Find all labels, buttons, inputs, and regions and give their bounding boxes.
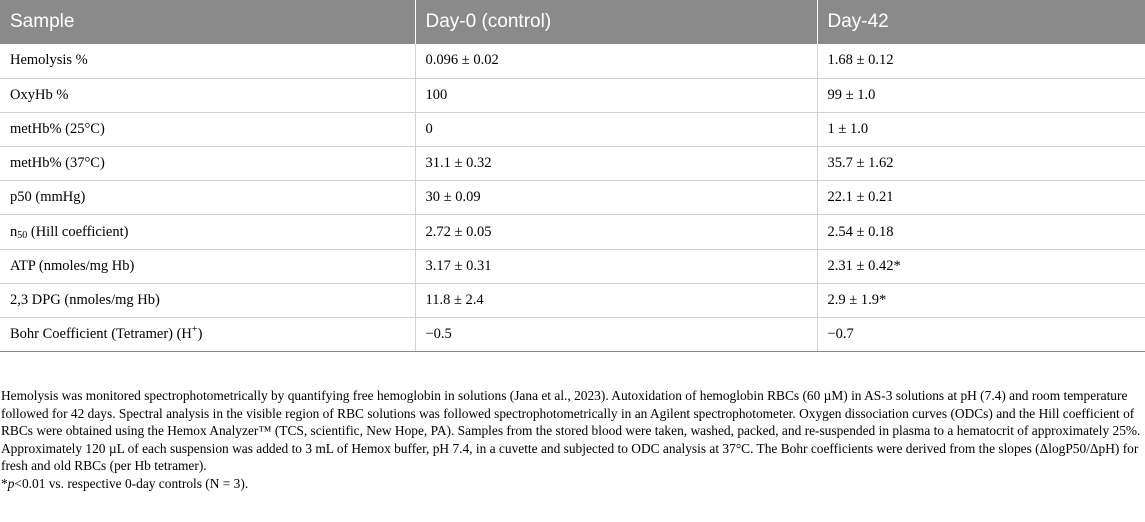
day0-value: 100	[415, 78, 817, 112]
row-label-main: Bohr Coefficient (Tetramer) (H	[10, 326, 192, 343]
row-label: Hemolysis %	[0, 44, 415, 78]
day0-value: 31.1 ± 0.32	[415, 147, 817, 181]
table-header	[0, 0, 1145, 44]
header-day0: Day-0 (control)	[415, 0, 817, 44]
day42-value: 22.1 ± 0.21	[817, 181, 1145, 215]
day0-value: 11.8 ± 2.4	[415, 283, 817, 317]
row-label: metHb% (25°C)	[0, 112, 415, 146]
table-row	[0, 112, 1145, 146]
footnote-sig-prefix: *	[1, 475, 8, 491]
table-row	[0, 181, 1145, 215]
footnote-significance	[1, 475, 1141, 493]
header-day42: Day-42	[817, 0, 1145, 44]
row-label: ATP (nmoles/mg Hb)	[0, 249, 415, 283]
table-row	[0, 318, 1145, 352]
table-body	[0, 44, 1145, 352]
footnote-sig-rest: <0.01 vs. respective 0-day controls (N = 3).	[14, 475, 249, 491]
row-label	[0, 215, 415, 249]
row-label-rest: (Hill coefficient)	[27, 223, 129, 240]
row-label-subscript: 50	[17, 229, 28, 241]
row-label: 2,3 DPG (nmoles/mg Hb)	[0, 283, 415, 317]
table-row	[0, 283, 1145, 317]
table-row	[0, 215, 1145, 249]
day0-value: 0	[415, 112, 817, 146]
day42-value: 1.68 ± 0.12	[817, 44, 1145, 78]
day0-value: 30 ± 0.09	[415, 181, 817, 215]
day0-value: 2.72 ± 0.05	[415, 215, 817, 249]
day0-value: −0.5	[415, 318, 817, 352]
table-row	[0, 78, 1145, 112]
day42-value: 2.31 ± 0.42*	[817, 249, 1145, 283]
day42-value: −0.7	[817, 318, 1145, 352]
table-row	[0, 249, 1145, 283]
table-row	[0, 44, 1145, 78]
row-label-superscript: +	[191, 324, 198, 336]
day0-value: 0.096 ± 0.02	[415, 44, 817, 78]
row-label: p50 (mmHg)	[0, 181, 415, 215]
footnote-sig-italic: p	[7, 475, 15, 491]
day42-value: 2.9 ± 1.9*	[817, 283, 1145, 317]
day42-value: 2.54 ± 0.18	[817, 215, 1145, 249]
row-label: metHb% (37°C)	[0, 147, 415, 181]
row-label: OxyHb %	[0, 78, 415, 112]
day0-value: 3.17 ± 0.31	[415, 249, 817, 283]
day42-value: 99 ± 1.0	[817, 78, 1145, 112]
table-row	[0, 147, 1145, 181]
header-sample: Sample	[0, 0, 415, 44]
row-label-rest: )	[197, 326, 203, 343]
footnote-methods: Hemolysis was monitored spectrophotometrically by quantifying free hemoglobin in solutions (Jana et al., 2023). Autoxidation of hemoglobin RBCs (60 µM) in AS-3 solutions at pH (7.4) and room temperature followed for 42 days. Spectral analysis in the visible region of RBC solutions was followed spectrophotometrically in an Agilent spectrophotometer. Oxygen dissociation curves (ODCs) and the Hill coefficient of RBCs were obtained using the Hemox Analyzer™ (TCS, scientific, New Hope, PA). Samples from the stored blood were taken, washed, packed, and re-suspended in plasma to a hematocrit of approximately 25%. Approximately 120 µL of each suspension was added to 3 mL of Hemox buffer, pH 7.4, in a cuvette and subjected to ODC analysis at 37°C. The Bohr coefficients were derived from the slopes (ΔlogP50/ΔpH) for fresh and old RBCs (per Hb tetramer).	[1, 388, 1141, 474]
day42-value: 35.7 ± 1.62	[817, 147, 1145, 181]
row-label	[0, 318, 415, 352]
table-footnote	[1, 387, 1141, 493]
day42-value: 1 ± 1.0	[817, 112, 1145, 146]
row-label-main: n	[10, 223, 18, 240]
header-row	[0, 0, 1145, 44]
